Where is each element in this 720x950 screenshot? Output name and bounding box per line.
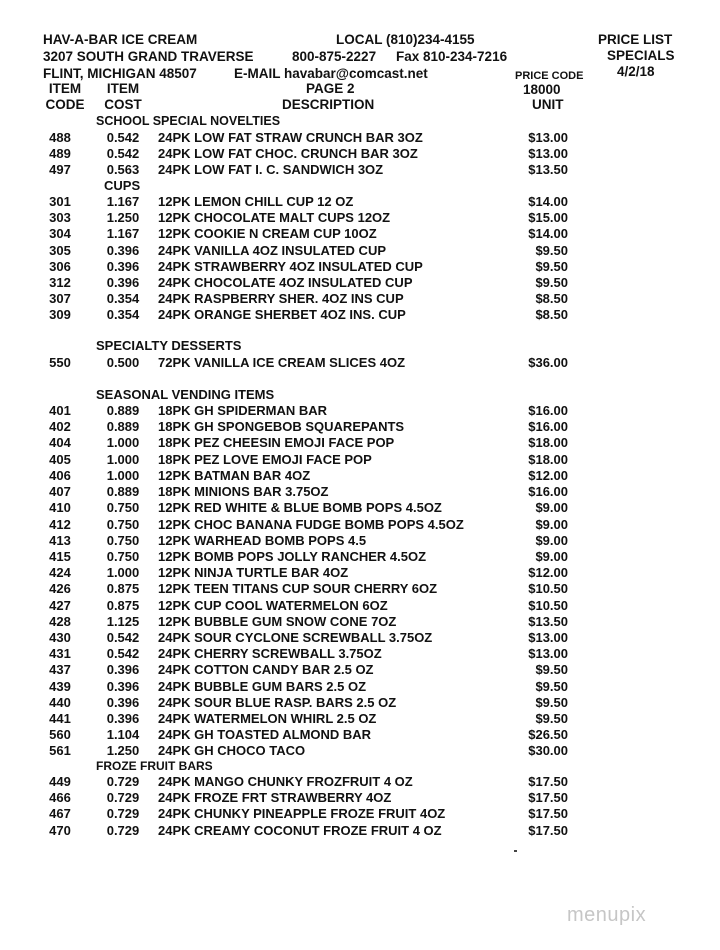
table-row (0, 646, 720, 662)
table-row (0, 774, 720, 790)
item-description: 12PK CHOCOLATE MALT CUPS 12OZ (158, 210, 391, 226)
item-price: $16.00 (528, 403, 568, 418)
item-cost: 1.000 (106, 467, 140, 483)
item-cost: 0.396 (106, 662, 140, 678)
table-row (0, 806, 720, 822)
item-price: $9.50 (535, 694, 568, 710)
item-cost: 0.729 (106, 790, 140, 806)
item-code: 550 (49, 355, 71, 370)
item-price: $9.50 (535, 711, 568, 726)
item-code: 561 (49, 743, 71, 759)
item-price: $9.50 (535, 678, 568, 694)
item-cost: 0.354 (106, 291, 140, 307)
item-code: 431 (49, 646, 71, 662)
item-cost: 0.875 (106, 581, 140, 597)
section-title-school: SCHOOL SPECIAL NOVELTIES (96, 114, 281, 128)
table-row (0, 403, 720, 419)
item-price: $10.50 (528, 581, 568, 597)
item-cost-header-2: COST (104, 97, 142, 112)
item-cost: 0.542 (106, 646, 140, 662)
item-description: 12PK NINJA TURTLE BAR 4OZ (158, 565, 349, 581)
table-row (0, 275, 720, 291)
item-cost: 1.167 (106, 226, 140, 242)
item-description: 12PK BATMAN BAR 4OZ (158, 467, 311, 483)
table-row (0, 468, 720, 484)
item-cost: 0.396 (106, 275, 140, 290)
table-row (0, 452, 720, 468)
table-row (0, 549, 720, 565)
item-code: 402 (49, 419, 71, 435)
item-code: 470 (49, 822, 71, 838)
phone-toll-free: 800-875-2227 (292, 49, 377, 64)
item-code: 407 (49, 484, 71, 500)
item-code: 306 (49, 258, 71, 274)
item-cost: 0.396 (106, 678, 140, 694)
item-price: $30.00 (528, 743, 568, 759)
item-price: $26.50 (528, 727, 568, 743)
item-cost: 0.889 (106, 484, 140, 500)
table-row (0, 355, 720, 371)
item-price: $13.00 (528, 130, 568, 145)
item-cost: 0.729 (106, 822, 140, 838)
company-name: HAV-A-BAR ICE CREAM (43, 32, 198, 47)
section-title-specialty: SPECIALTY DESSERTS (96, 338, 242, 353)
stray-mark (514, 850, 517, 852)
item-price: $9.50 (535, 242, 568, 258)
item-description: 12PK RED WHITE & BLUE BOMB POPS 4.5OZ (158, 500, 442, 516)
item-description: 12PK CUP COOL WATERMELON 6OZ (158, 597, 388, 613)
table-row (0, 581, 720, 597)
item-cost: 0.500 (106, 355, 140, 370)
item-description: 24PK FROZE FRT STRAWBERRY 4OZ (158, 790, 392, 806)
table-row (0, 679, 720, 695)
item-code: 405 (49, 451, 71, 467)
item-cost-header-1: ITEM (106, 81, 140, 96)
price-list-label: PRICE LIST (598, 32, 673, 47)
price-code-value: 18000 (523, 82, 561, 97)
item-code: 466 (49, 790, 71, 806)
fax-number: Fax 810-234-7216 (396, 49, 508, 64)
item-cost: 0.889 (106, 419, 140, 435)
item-cost: 0.750 (106, 516, 140, 532)
section-title-seasonal: SEASONAL VENDING ITEMS (96, 387, 275, 402)
item-code: 303 (49, 210, 71, 226)
item-price: $9.00 (535, 532, 568, 548)
item-price: $8.50 (535, 307, 568, 323)
page-number: PAGE 2 (306, 81, 355, 96)
item-description: 24PK GH TOASTED ALMOND BAR (158, 727, 372, 743)
table-row (0, 517, 720, 533)
item-description: 18PK GH SPIDERMAN BAR (158, 403, 328, 418)
item-price: $9.50 (535, 275, 568, 290)
table-row (0, 500, 720, 516)
item-price: $17.50 (528, 806, 568, 822)
item-description: 12PK BOMB POPS JOLLY RANCHER 4.5OZ (158, 548, 427, 564)
item-code: 497 (49, 162, 71, 178)
item-price: $9.00 (535, 500, 568, 516)
unit-column-header: UNIT (532, 97, 564, 112)
table-row (0, 419, 720, 435)
table-row (0, 146, 720, 162)
company-street: 3207 SOUTH GRAND TRAVERSE (43, 49, 254, 64)
item-code-header-2: CODE (45, 97, 85, 112)
table-row (0, 630, 720, 646)
item-description: 24PK LOW FAT CHOC. CRUNCH BAR 3OZ (158, 146, 418, 162)
item-cost: 0.889 (106, 403, 140, 418)
item-description: 12PK WARHEAD BOMB POPS 4.5 (158, 532, 367, 548)
table-row (0, 162, 720, 178)
phone-local: LOCAL (810)234-4155 (336, 32, 475, 47)
table-row (0, 259, 720, 275)
item-description: 24PK SOUR CYCLONE SCREWBALL 3.75OZ (158, 629, 433, 645)
item-code: 560 (49, 727, 71, 743)
item-code: 404 (49, 435, 71, 451)
item-price: $17.50 (528, 774, 568, 789)
item-description: 24PK LOW FAT STRAW CRUNCH BAR 3OZ (158, 130, 423, 145)
table-row (0, 614, 720, 630)
item-code: 437 (49, 662, 71, 678)
table-row (0, 533, 720, 549)
item-code: 307 (49, 291, 71, 307)
item-description: 18PK PEZ CHEESIN EMOJI FACE POP (158, 435, 395, 451)
item-price: $16.00 (528, 419, 568, 435)
item-description: 24PK LOW FAT I. C. SANDWICH 3OZ (158, 162, 384, 178)
table-row (0, 743, 720, 759)
item-code: 439 (49, 678, 71, 694)
company-city: FLINT, MICHIGAN 48507 (43, 66, 197, 81)
item-cost: 0.750 (106, 532, 140, 548)
item-description: 12PK TEEN TITANS CUP SOUR CHERRY 6OZ (158, 581, 438, 597)
item-cost: 0.542 (106, 146, 140, 162)
item-cost: 1.167 (106, 194, 140, 209)
table-row (0, 598, 720, 614)
item-code: 410 (49, 500, 71, 516)
item-code: 301 (49, 194, 71, 209)
item-price: $9.50 (535, 662, 568, 678)
item-price: $13.50 (528, 613, 568, 629)
menupix-watermark: menupix (567, 904, 647, 926)
item-description: 24PK CHUNKY PINEAPPLE FROZE FRUIT 4OZ (158, 806, 446, 822)
item-cost: 0.396 (106, 258, 140, 274)
item-code: 426 (49, 581, 71, 597)
item-code: 449 (49, 774, 71, 789)
item-cost: 0.563 (106, 162, 140, 178)
item-description: 24PK VANILLA 4OZ INSULATED CUP (158, 242, 387, 258)
item-cost: 0.354 (106, 307, 140, 323)
table-row (0, 711, 720, 727)
item-cost: 0.396 (106, 242, 140, 258)
item-code: 406 (49, 467, 71, 483)
item-price: $17.50 (528, 790, 568, 806)
item-description: 24PK RASPBERRY SHER. 4OZ INS CUP (158, 291, 404, 307)
item-code: 427 (49, 597, 71, 613)
item-code: 401 (49, 403, 71, 418)
item-price: $18.00 (528, 435, 568, 451)
item-description: 24PK COTTON CANDY BAR 2.5 OZ (158, 662, 374, 678)
table-row (0, 243, 720, 259)
item-cost: 1.104 (106, 727, 140, 743)
item-description: 18PK PEZ LOVE EMOJI FACE POP (158, 451, 372, 467)
item-cost: 0.750 (106, 500, 140, 516)
item-price: $12.00 (528, 565, 568, 581)
item-price: $9.00 (535, 548, 568, 564)
table-row (0, 291, 720, 307)
item-price: $9.00 (535, 516, 568, 532)
email-address: E-MAIL havabar@comcast.net (234, 66, 428, 81)
item-code: 305 (49, 242, 71, 258)
item-code: 441 (49, 711, 71, 726)
item-code: 430 (49, 629, 71, 645)
item-price: $13.50 (528, 162, 568, 178)
item-price: $36.00 (528, 355, 568, 370)
table-row (0, 226, 720, 242)
table-row (0, 727, 720, 743)
item-price: $13.00 (528, 646, 568, 662)
item-description: 72PK VANILLA ICE CREAM SLICES 4OZ (158, 355, 406, 370)
item-code: 440 (49, 694, 71, 710)
table-row (0, 210, 720, 226)
table-row (0, 695, 720, 711)
item-description: 24PK BUBBLE GUM BARS 2.5 OZ (158, 678, 367, 694)
item-price: $8.50 (535, 291, 568, 307)
item-cost: 1.000 (106, 565, 140, 581)
item-code: 415 (49, 548, 71, 564)
item-description: 24PK CHERRY SCREWBALL 3.75OZ (158, 646, 382, 662)
section-title-froze: FROZE FRUIT BARS (96, 759, 213, 773)
item-description: 24PK CREAMY COCONUT FROZE FRUIT 4 OZ (158, 822, 442, 838)
item-description: 12PK CHOC BANANA FUDGE BOMB POPS 4.5OZ (158, 516, 464, 532)
item-code: 424 (49, 565, 71, 581)
item-description: 24PK MANGO CHUNKY FROZFRUIT 4 OZ (158, 774, 413, 789)
item-price: $17.50 (528, 822, 568, 838)
item-description: 12PK LEMON CHILL CUP 12 OZ (158, 194, 354, 209)
item-cost: 1.250 (106, 743, 140, 759)
item-cost: 1.125 (106, 613, 140, 629)
item-description: 18PK GH SPONGEBOB SQUAREPANTS (158, 419, 405, 435)
item-cost: 0.729 (106, 774, 140, 789)
item-code: 412 (49, 516, 71, 532)
item-cost: 0.542 (106, 130, 140, 145)
item-code: 489 (49, 146, 71, 162)
item-description: 24PK STRAWBERRY 4OZ INSULATED CUP (158, 258, 423, 274)
table-row (0, 790, 720, 806)
table-row (0, 130, 720, 146)
item-price: $9.50 (535, 258, 568, 274)
item-price: $12.00 (528, 467, 568, 483)
item-code: 309 (49, 307, 71, 323)
item-price: $16.00 (528, 484, 568, 500)
item-code: 413 (49, 532, 71, 548)
item-code: 428 (49, 613, 71, 629)
description-column-header: DESCRIPTION (282, 97, 375, 112)
item-cost: 0.542 (106, 629, 140, 645)
item-price: $10.50 (528, 597, 568, 613)
item-cost: 0.729 (106, 806, 140, 822)
specials-label: SPECIALS (607, 48, 675, 63)
item-description: 24PK WATERMELON WHIRL 2.5 OZ (158, 711, 377, 726)
table-row (0, 307, 720, 323)
item-cost: 1.250 (106, 210, 140, 226)
item-cost: 1.000 (106, 435, 140, 451)
item-description: 12PK BUBBLE GUM SNOW CONE 7OZ (158, 613, 397, 629)
table-row (0, 565, 720, 581)
table-row (0, 194, 720, 210)
item-code: 467 (49, 806, 71, 822)
item-cost: 0.396 (106, 711, 140, 726)
item-description: 12PK COOKIE N CREAM CUP 10OZ (158, 226, 377, 242)
item-description: 24PK SOUR BLUE RASP. BARS 2.5 OZ (158, 694, 397, 710)
item-code-header-1: ITEM (48, 81, 82, 96)
table-row (0, 484, 720, 500)
item-price: $13.00 (528, 146, 568, 162)
table-row (0, 435, 720, 451)
item-price: $15.00 (528, 210, 568, 226)
item-code: 488 (49, 130, 71, 145)
item-code: 312 (49, 275, 71, 290)
item-price: $14.00 (528, 226, 568, 242)
item-cost: 0.396 (106, 694, 140, 710)
table-row (0, 823, 720, 839)
item-cost: 0.750 (106, 548, 140, 564)
item-cost: 0.875 (106, 597, 140, 613)
section-title-cups: CUPS (104, 178, 141, 193)
table-row (0, 662, 720, 678)
list-date: 4/2/18 (617, 64, 655, 79)
item-price: $18.00 (528, 451, 568, 467)
item-price: $14.00 (528, 194, 568, 209)
item-cost: 1.000 (106, 451, 140, 467)
item-price: $13.00 (528, 629, 568, 645)
item-description: 24PK CHOCOLATE 4OZ INSULATED CUP (158, 275, 413, 290)
item-description: 18PK MINIONS BAR 3.75OZ (158, 484, 329, 500)
price-code-label: PRICE CODE (515, 70, 584, 82)
item-description: 24PK ORANGE SHERBET 4OZ INS. CUP (158, 307, 406, 323)
item-description: 24PK GH CHOCO TACO (158, 743, 306, 759)
item-code: 304 (49, 226, 71, 242)
